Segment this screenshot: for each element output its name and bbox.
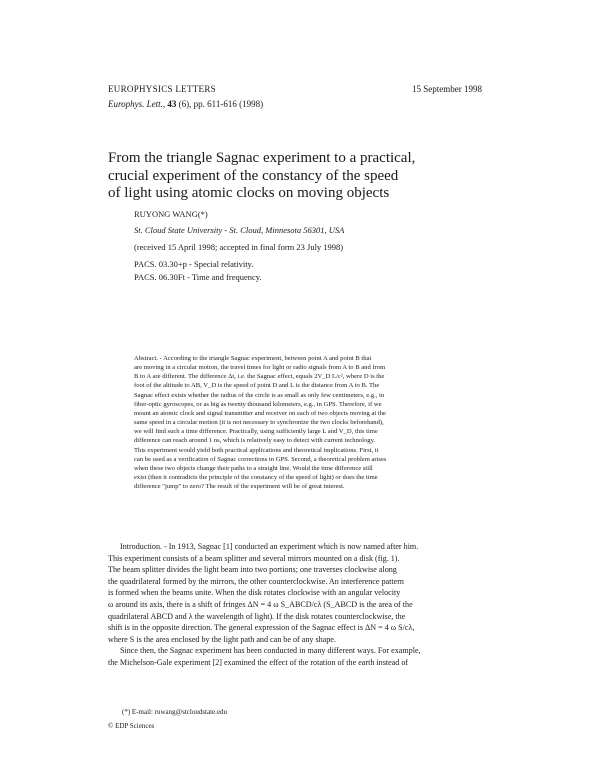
paper-title (108, 150, 508, 203)
abstract-line: we will find such a time difference. Practically, using sufficiently large L and V_D, this time (134, 428, 378, 436)
abstract-line: difference "jump" to zero? The result of the experiment will be of great interest. (134, 483, 345, 491)
body-text (108, 541, 498, 669)
abstract-line: Sagnac effect exists whether the radius of the circle is as small as only few centimeters, e.g., in (134, 391, 385, 399)
body-line: ω around its axis, there is a shift of fringes ΔN = 4 ω S_ABCD/cλ (S_ABCD is the area of the (108, 599, 413, 609)
abstract-line: mount an atomic clock and signal transmitter and receiver on each of two objects moving at the (134, 409, 386, 417)
copyright: © EDP Sciences (108, 722, 155, 730)
citation-journal: Europhys. Lett. (108, 99, 163, 109)
abstract (134, 354, 489, 491)
abstract-line: This experiment would yield both practical applications and theoretical implications. First, it (134, 446, 379, 454)
body-line: the quadrilateral formed by the mirrors, the other counterclockwise. An interference pattern (108, 576, 404, 586)
body-line: Since then, the Sagnac experiment has been conducted in many different ways. For example, (120, 646, 421, 656)
journal-name: EUROPHYSICS LETTERS (108, 84, 216, 94)
footnote-email: (*) E-mail: ruwang@stcloudstate.edu (122, 708, 227, 716)
title-line: From the triangle Sagnac experiment to a practical, (108, 150, 416, 166)
affiliation: St. Cloud State University - St. Cloud, Minnesota 56301, USA (134, 225, 345, 235)
pacs-code: PACS. 06.30Ft - Time and frequency. (134, 272, 262, 282)
pacs-code: PACS. 03.30+p - Special relativity. (134, 259, 254, 269)
abstract-line: when these two objects change their paths to a straight line. Would the time difference still (134, 464, 373, 472)
body-line: Introduction. - In 1913, Sagnac [1] conducted an experiment which is now named after him. (120, 542, 419, 551)
title-line: crucial experiment of the constancy of the speed (108, 167, 399, 184)
title-line: of light using atomic clocks on moving objects (108, 185, 390, 201)
body-line: The beam splitter divides the light beam into two portions; one traverses clockwise along (108, 565, 397, 575)
abstract-line: exist (then it contradicts the principle of the constancy of the speed of light) or does the time (134, 474, 378, 482)
body-line: where S is the area enclosed by the light path and can be of any shape. (108, 634, 336, 644)
author: RUYONG WANG(*) (134, 209, 208, 219)
citation-volume: 43 (167, 99, 177, 109)
body-line: This experiment consists of a beam splitter and several mirrors mounted on a disk (fig. 1). (108, 553, 400, 563)
abstract-line: foot of the altitude to AB, V_D is the speed of point D and L is the distance from A to B. The (134, 382, 380, 390)
body-line: the Michelson-Gale experiment [2] examined the effect of the rotation of the earth instead of (108, 657, 409, 667)
abstract-line: can be used as a verification of Sagnac corrections in GPS. Second, a theoretical problem arises (134, 455, 387, 463)
body-line: shift is in the opposite direction. The general expression of the Sagnac effect is ΔN = 4 ω S/cλ, (108, 623, 415, 633)
body-line: quadrilateral ABCD and λ the wavelength of light). If the disk rotates counterclockwise, the (108, 611, 406, 621)
abstract-line: fiber-optic gyroscopes, or as big as twenty thousand kilometers, e.g., in GPS. Therefore, if we (134, 400, 382, 408)
abstract-line: B to A are different. The difference Δt, i.e. the Sagnac effect, equals 2V_D L/c², where D is the (134, 373, 385, 381)
citation: Europhys. Lett., 43 (6), pp. 611-616 (1998) (108, 99, 264, 109)
abstract-line: difference can reach around 1 ns, which is relatively easy to detect with current technology. (134, 437, 376, 445)
abstract-line: are moving in a circular motion, the travel times for light or radio signals from A to B and from (134, 364, 386, 372)
abstract-line: Abstract. - According to the triangle Sagnac experiment, between point A and point B that (134, 355, 372, 362)
issue-date: 15 September 1998 (412, 84, 482, 94)
citation-rest: (6), pp. 611-616 (1998) (176, 99, 264, 109)
body-line: is formed when the beams unite. When the disk rotates clockwise with an angular velocity (108, 588, 401, 598)
received-dates: (received 15 April 1998; accepted in final form 23 July 1998) (134, 242, 344, 252)
abstract-line: same speed in a circular motion (it is not necessary to synchronize the two clocks beforehand), (134, 419, 384, 427)
